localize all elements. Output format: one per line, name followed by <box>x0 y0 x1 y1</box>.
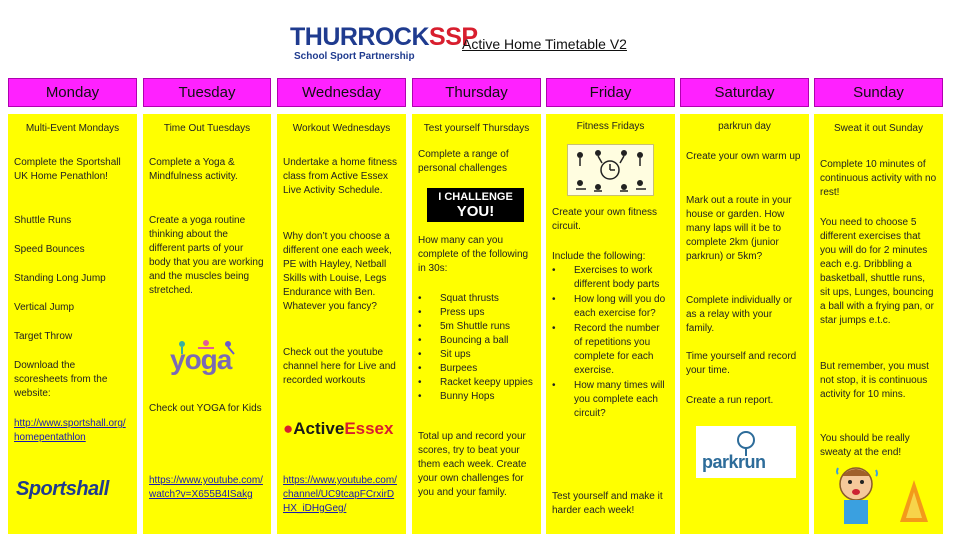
saturday-warmup-text: Create your own warm up <box>686 151 801 162</box>
list-item: • Bouncing a ball <box>418 334 535 348</box>
i-challenge-you-badge <box>427 188 524 222</box>
active-essex-logo <box>283 419 394 449</box>
monday-event-target-throw: Target Throw <box>14 331 73 342</box>
list-item: • Record the number of repetitions you complete for each exercise. <box>552 322 669 378</box>
day-header-saturday: Saturday <box>680 78 809 107</box>
list-item: • Sit ups <box>418 348 535 362</box>
badge-line-1: I CHALLENGE <box>438 191 513 203</box>
logo-subtitle: School Sport Partnership <box>294 51 415 62</box>
saturday-relay-text: Complete individually or as a relay with your family. <box>686 295 793 334</box>
list-item: • Squat thrusts <box>418 292 535 306</box>
list-item: • Exercises to work different body parts <box>552 264 669 292</box>
list-item: • Racket keepy uppies <box>418 376 535 390</box>
thursday-how-many-text: How many can you complete of the following in 30s: <box>418 235 529 274</box>
friday-include-text: Include the following: <box>552 251 646 262</box>
friday-intro: Create your own fitness circuit. <box>552 207 658 232</box>
sunday-choose-text: You need to choose 5 different exercises that you will do for 2 minutes each e.g. Dribbling a basketball, shuttle runs, sit ups, Lunges, bouncing a ball with a frying pan, or star jumps e.t.c. <box>820 217 934 326</box>
monday-intro: Complete the Sportshall UK Home Penathlon! <box>14 157 121 182</box>
sportshall-logo: Sportshall <box>16 478 109 500</box>
thursday-intro: Complete a range of personal challenges <box>418 149 509 174</box>
monday-event-standing-long-jump: Standing Long Jump <box>14 273 106 284</box>
saturday-report-text: Create a run report. <box>686 395 774 406</box>
column-tuesday <box>143 114 271 534</box>
logo-thurrock: THURROCK <box>290 23 430 51</box>
thursday-record-text: Total up and record your scores, try to beat your them each week. Create your own challenges for you and your family. <box>418 431 527 498</box>
monday-event-shuttle-runs: Shuttle Runs <box>14 215 72 226</box>
list-item: • Bunny Hops <box>418 390 535 404</box>
yoga-logo-text: yoga <box>170 344 232 375</box>
day-header-sunday: Sunday <box>814 78 943 107</box>
wednesday-youtube-link[interactable]: https://www.youtube.com/channel/UC9tcapFCrxirDHX_iDHgGeg/ <box>283 475 397 514</box>
tuesday-yoga-kids-text: Check out YOGA for Kids <box>149 403 262 414</box>
day-header-tuesday: Tuesday <box>143 78 271 107</box>
day-header-thursday: Thursday <box>412 78 541 107</box>
monday-event-vertical-jump: Vertical Jump <box>14 302 75 313</box>
friday-include-list <box>552 264 669 421</box>
list-item: • How many times will you complete each circuit? <box>552 379 669 421</box>
day-header-friday: Friday <box>546 78 675 107</box>
active-essex-essex: Essex <box>344 419 394 438</box>
column-monday <box>8 114 137 534</box>
tuesday-routine-text: Create a yoga routine thinking about the different parts of your body that you are working and the muscles being stretched. <box>149 215 264 296</box>
list-item: • Press ups <box>418 306 535 320</box>
saturday-title: parkrun day <box>718 121 771 132</box>
list-item: • 5m Shuttle runs <box>418 320 535 334</box>
parkrun-logo <box>696 426 796 478</box>
yoga-logo <box>168 338 246 378</box>
monday-download-text: Download the scoresheets from the website: <box>14 360 108 399</box>
monday-sportshall-link[interactable]: http://www.sportshall.org/homepentathlon <box>14 418 126 443</box>
wednesday-youtube-text: Check out the youtube channel here for Live and recorded workouts <box>283 347 396 386</box>
wednesday-choose-text: Why don’t you choose a different one each week, PE with Hayley, Netball Skills with Louise, Legs Endurance with Ben. Whatever you fancy? <box>283 231 392 312</box>
monday-title: Multi-Event Mondays <box>25 123 120 134</box>
monday-event-speed-bounces: Speed Bounces <box>14 244 85 255</box>
sunday-intro: Complete 10 minutes of continuous activity with no rest! <box>820 159 937 198</box>
column-thursday <box>412 114 541 534</box>
saturday-time-text: Time yourself and record your time. <box>686 351 797 376</box>
friday-test-text: Test yourself and make it harder each week! <box>552 491 663 516</box>
tuesday-intro: Complete a Yoga & Mindfulness activity. <box>149 157 238 182</box>
badge-line-2: YOU! <box>456 203 495 220</box>
logo-ssp: SSP <box>429 23 478 51</box>
thursday-challenge-list <box>418 292 535 404</box>
sunday-sweaty-text: You should be really sweaty at the end! <box>820 433 910 458</box>
day-header-wednesday: Wednesday <box>277 78 406 107</box>
friday-title: Fitness Fridays <box>576 121 645 132</box>
wednesday-intro: Undertake a home fitness class from Active Essex Live Activity Schedule. <box>283 157 397 196</box>
parkrun-logo-text: parkrun <box>702 452 766 472</box>
sunday-remember-text: But remember, you must not stop, it is continuous activity for 10 mins. <box>820 361 929 400</box>
sweaty-kid-icon <box>818 460 940 532</box>
tuesday-youtube-link[interactable]: https://www.youtube.com/watch?v=X655B4ISakg <box>149 475 263 500</box>
active-essex-active: Active <box>293 419 345 438</box>
column-wednesday <box>277 114 406 534</box>
thursday-title: Test yourself Thursdays <box>423 123 530 134</box>
sunday-title: Sweat it out Sunday <box>834 123 923 134</box>
list-item: • Burpees <box>418 362 535 376</box>
active-essex-icon: ● <box>283 419 294 438</box>
page-title: Active Home Timetable V2 <box>462 36 627 52</box>
day-header-monday: Monday <box>8 78 137 107</box>
logo-main-text <box>290 23 478 51</box>
tuesday-title: Time Out Tuesdays <box>163 123 251 134</box>
thurrock-ssp-logo <box>290 23 478 64</box>
fitness-exercises-icon <box>567 144 654 196</box>
wednesday-title: Workout Wednesdays <box>292 123 391 134</box>
list-item: • How long will you do each exercise for? <box>552 293 669 321</box>
saturday-route-text: Mark out a route in your house or garden. How many laps will it be to complete 2km (junior parkrun) or 5km? <box>686 195 792 262</box>
